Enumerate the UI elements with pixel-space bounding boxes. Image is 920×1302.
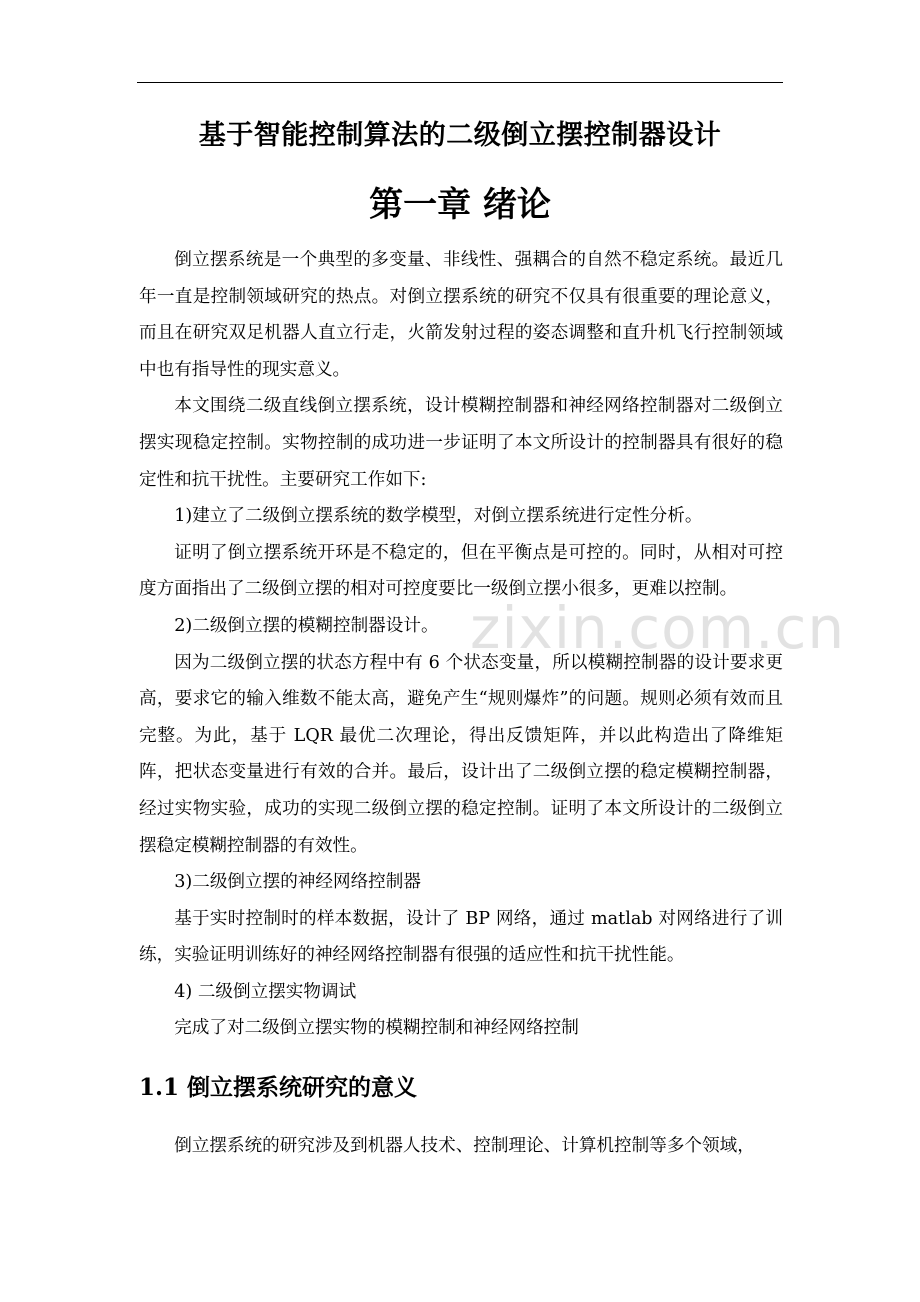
paragraph: 倒立摆系统的研究涉及到机器人技术、控制理论、计算机控制等多个领域，: [174, 1136, 755, 1156]
list-item: 1)建立了二级倒立摆系统的数学模型，对倒立摆系统进行定性分析。: [174, 506, 703, 527]
chapter-body: [139, 242, 783, 1047]
list-item: 2)二级倒立摆的模糊控制器设计。: [174, 615, 439, 636]
list-item: 4) 二级倒立摆实物调试: [174, 981, 357, 1002]
section-heading: 1.1 倒立摆系统研究的意义: [139, 1074, 418, 1101]
paragraph: 本文围绕二级直线倒立摆系统，设计模糊控制器和神经网络控制器对二级倒立摆实现稳定控制。实物控制的成功进一步证明了本文所设计的控制器具有很好的稳定性和抗干扰性。主要研究工作如下:: [139, 396, 783, 490]
list-item: 3)二级倒立摆的神经网络控制器: [174, 872, 421, 893]
paragraph: 基于实时控制时的样本数据，设计了 BP 网络，通过 matlab 对网络进行了训练，实验证明训练好的神经网络控制器有很强的适应性和抗干扰性能。: [139, 908, 783, 966]
paragraph: 完成了对二级倒立摆实物的模糊控制和神经网络控制: [174, 1018, 579, 1039]
paragraph: 证明了倒立摆系统开环是不稳定的，但在平衡点是可控的。同时，从相对可控度方面指出了二级倒立摆的相对可控度要比一级倒立摆小很多，更难以控制。: [139, 542, 783, 600]
watermark: zixin.com.cn: [470, 594, 846, 662]
paragraph: 因为二级倒立摆的状态方程中有 6 个状态变量，所以模糊控制器的设计要求更高，要求它的输入维数不能太高，避免产生“规则爆炸”的问题。规则必须有效而且完整。为此，基于 LQR 最优二次理论，得出反馈矩阵，并以此构造出了降维矩阵，把状态变量进行有效的合并。最后，设计出了二级倒立摆的稳定模糊控制器，经过实物实验，成功的实现二级倒立摆的稳定控制。证明了本文所设计的二级倒立摆稳定模糊控制器的有效性。: [139, 652, 783, 856]
section-body: [139, 1128, 783, 1165]
chapter-title: 第一章 绪论: [369, 185, 551, 225]
paragraph: 倒立摆系统是一个典型的多变量、非线性、强耦合的自然不稳定系统。最近几年一直是控制领域研究的热点。对倒立摆系统的研究不仅具有很重要的理论意义，而且在研究双足机器人直立行走，火箭发射过程的姿态调整和直升机飞行控制领域中也有指导性的现实意义。: [139, 250, 783, 380]
header-rule: [137, 82, 783, 83]
document-title: 基于智能控制算法的二级倒立摆控制器设计: [198, 120, 722, 151]
